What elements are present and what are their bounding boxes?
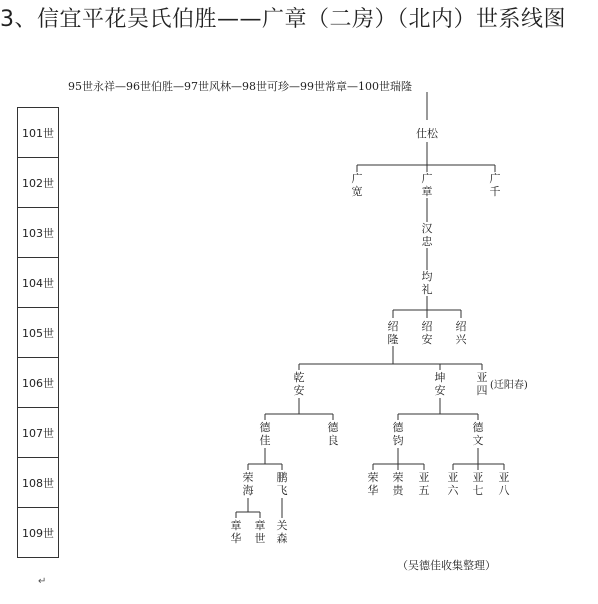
node-shisong: 仕松 bbox=[416, 127, 438, 140]
node-guangqian: 广 千 bbox=[489, 172, 501, 198]
node-yasi-note: (迁阳春) bbox=[490, 380, 528, 391]
generation-label: 103世 bbox=[18, 208, 58, 258]
return-mark: ↵ bbox=[38, 576, 47, 587]
node-zhanghua: 章 华 bbox=[230, 519, 242, 545]
node-shaoan: 绍 安 bbox=[421, 320, 433, 346]
generation-label: 102世 bbox=[18, 158, 58, 208]
node-deliang: 德 良 bbox=[327, 421, 339, 447]
node-ronghai: 荣 海 bbox=[242, 471, 254, 497]
node-hanzhong: 汉 忠 bbox=[421, 222, 433, 248]
node-zhangshi: 章 世 bbox=[254, 519, 266, 545]
node-ronggui: 荣 贵 bbox=[392, 471, 404, 497]
node-shaolong: 绍 隆 bbox=[387, 320, 399, 346]
node-shaoxing: 绍 兴 bbox=[455, 320, 467, 346]
node-guangkuan: 广 宽 bbox=[351, 172, 363, 198]
generation-label: 101世 bbox=[18, 108, 58, 158]
node-yaba: 亚 八 bbox=[498, 471, 510, 497]
generation-label: 104世 bbox=[18, 258, 58, 308]
generation-label: 109世 bbox=[22, 526, 54, 540]
credit-note: （吴德佳收集整理） bbox=[397, 559, 496, 572]
node-pengfei: 鹏 飞 bbox=[276, 471, 288, 497]
node-yasi: 亚 四 bbox=[476, 371, 488, 397]
page-title: 3、信宜平花吴氏伯胜——广章（二房）（北内）世系线图 bbox=[0, 7, 566, 32]
node-dejun: 德 钧 bbox=[392, 421, 404, 447]
generation-label: 107世 bbox=[18, 408, 58, 458]
generation-label: 106世 bbox=[18, 358, 58, 408]
node-yaqi: 亚 七 bbox=[472, 471, 484, 497]
node-junli: 均 礼 bbox=[421, 270, 433, 296]
generation-label: 105世 bbox=[18, 308, 58, 358]
node-yawu: 亚 五 bbox=[418, 471, 430, 497]
node-dewen: 德 文 bbox=[472, 421, 484, 447]
generation-label: 108世 bbox=[18, 458, 58, 508]
ancestor-line: 95世永祥—96世伯胜—97世风林—98世可珍—99世常章—100世瑞隆 bbox=[68, 80, 412, 93]
node-qianan: 乾 安 bbox=[293, 371, 305, 397]
node-yaliu: 亚 六 bbox=[447, 471, 459, 497]
node-kunan: 坤 安 bbox=[434, 371, 446, 397]
node-guangzhang: 广 章 bbox=[421, 172, 433, 198]
node-ronghua: 荣 华 bbox=[367, 471, 379, 497]
node-guansen: 关 森 bbox=[276, 519, 288, 545]
node-dejia: 德 佳 bbox=[259, 421, 271, 447]
